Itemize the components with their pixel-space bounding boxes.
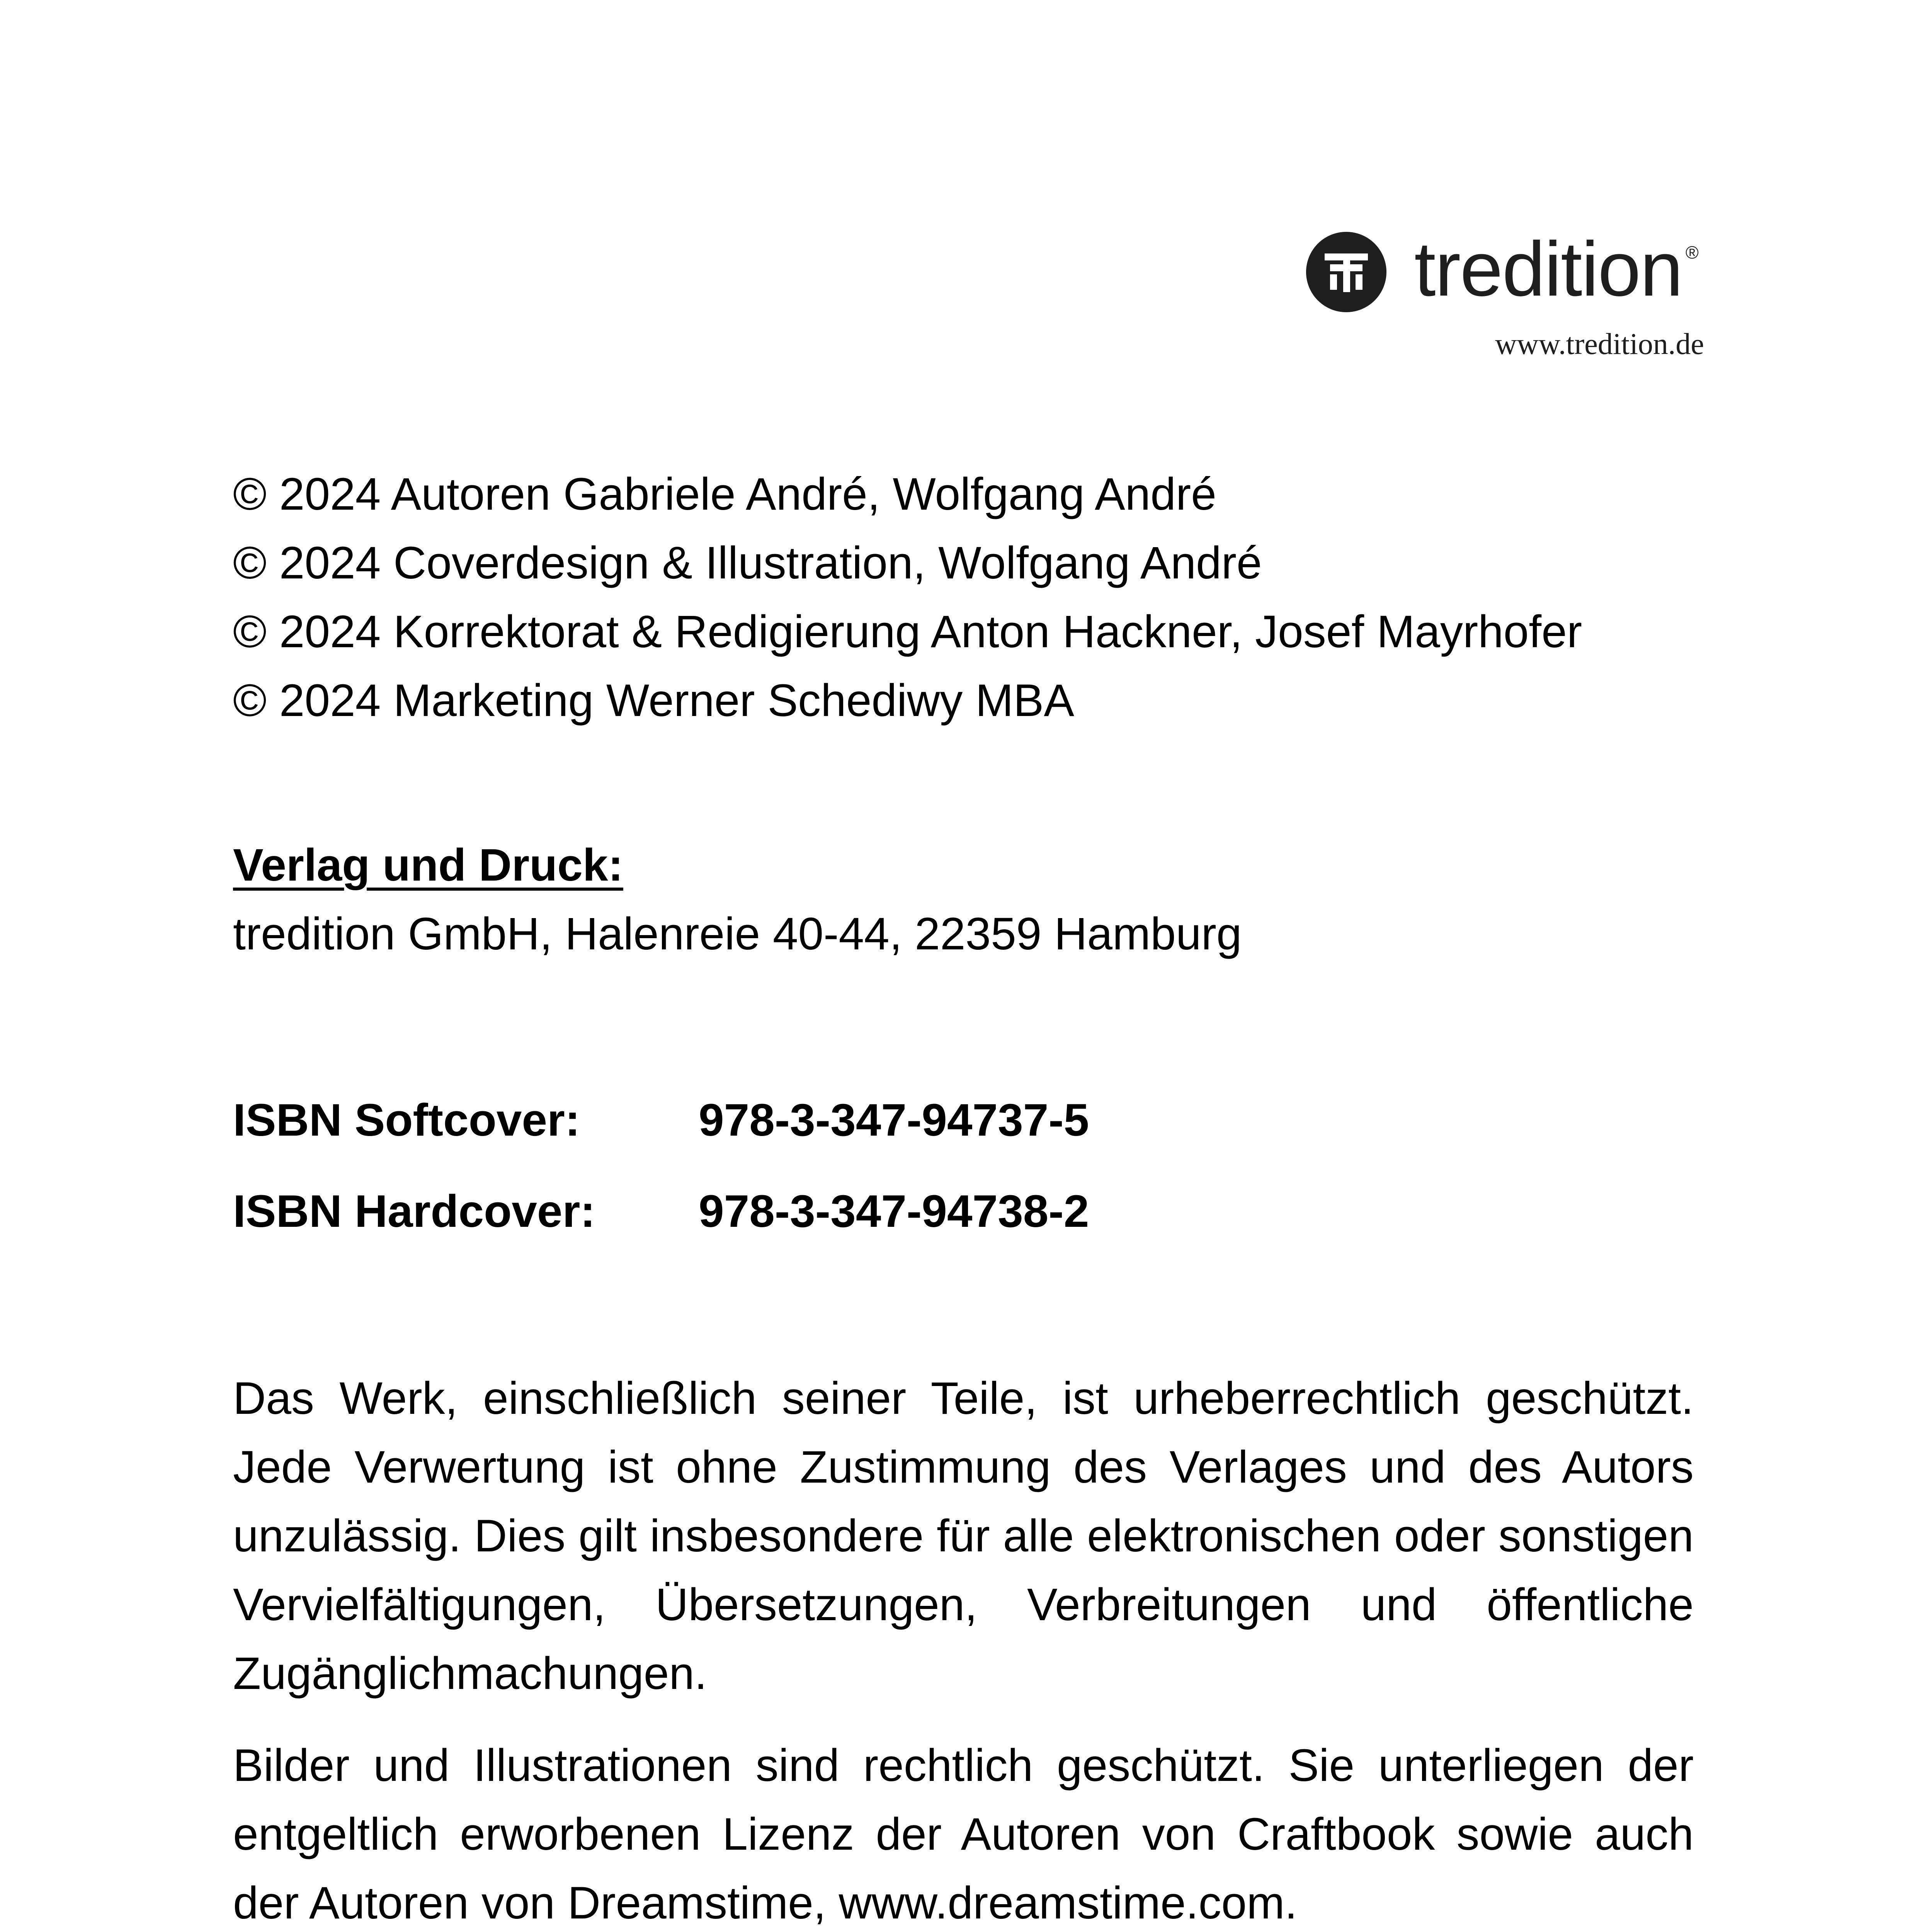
publisher-address: tredition GmbH, Halenreie 40-44, 22359 Hamburg — [233, 908, 1242, 959]
publisher-heading: Verlag und Druck: — [233, 840, 623, 891]
credit-line: © 2024 Korrektorat & Redigierung Anton Hackner, Josef Mayrhofer — [233, 606, 1582, 657]
publisher-info — [233, 831, 1694, 968]
isbn-value: 978-3-347-94738-2 — [699, 1186, 1089, 1237]
isbn-row-softcover — [233, 1086, 1694, 1177]
copyright-credits — [233, 460, 1694, 735]
isbn-value: 978-3-347-94737-5 — [699, 1095, 1089, 1146]
credit-line: © 2024 Coverdesign & Illustration, Wolfgang André — [233, 537, 1262, 588]
isbn-label: ISBN Hardcover: — [233, 1186, 595, 1237]
image-license-paragraph: Bilder und Illustrationen sind rechtlich geschützt. Sie unterliegen der entgeltlich erworbenen Lizenz der Autoren von Craftbook sowie auch der Autoren von Dreamstime, www.dreamstime.com. — [233, 1740, 1694, 1929]
publisher-logo — [1306, 228, 1704, 359]
registered-mark: ® — [1686, 242, 1699, 262]
logo-wordmark: tredition — [1414, 226, 1682, 312]
credit-line: © 2024 Autoren Gabriele André, Wolfgang André — [233, 469, 1216, 520]
credit-line: © 2024 Marketing Werner Schediwy MBA — [233, 675, 1074, 726]
isbn-block — [233, 1086, 1694, 1268]
copyright-notice-paragraph: Das Werk, einschließlich seiner Teile, ist urheberrechtlich geschützt. Jede Verwertung ist ohne Zustimmung des Verlages und des Autors unzulässig. Dies gilt insbesondere für alle elektronischen oder sonstigen Vervielfältigungen, Übersetzungen, Verbreitungen und öffentliche Zugänglichmachungen. — [233, 1373, 1694, 1699]
isbn-row-hardcover — [233, 1177, 1694, 1268]
isbn-label: ISBN Softcover: — [233, 1095, 580, 1146]
publisher-url: www.tredition.de — [1495, 327, 1704, 361]
tredition-logo-icon — [1306, 232, 1386, 312]
